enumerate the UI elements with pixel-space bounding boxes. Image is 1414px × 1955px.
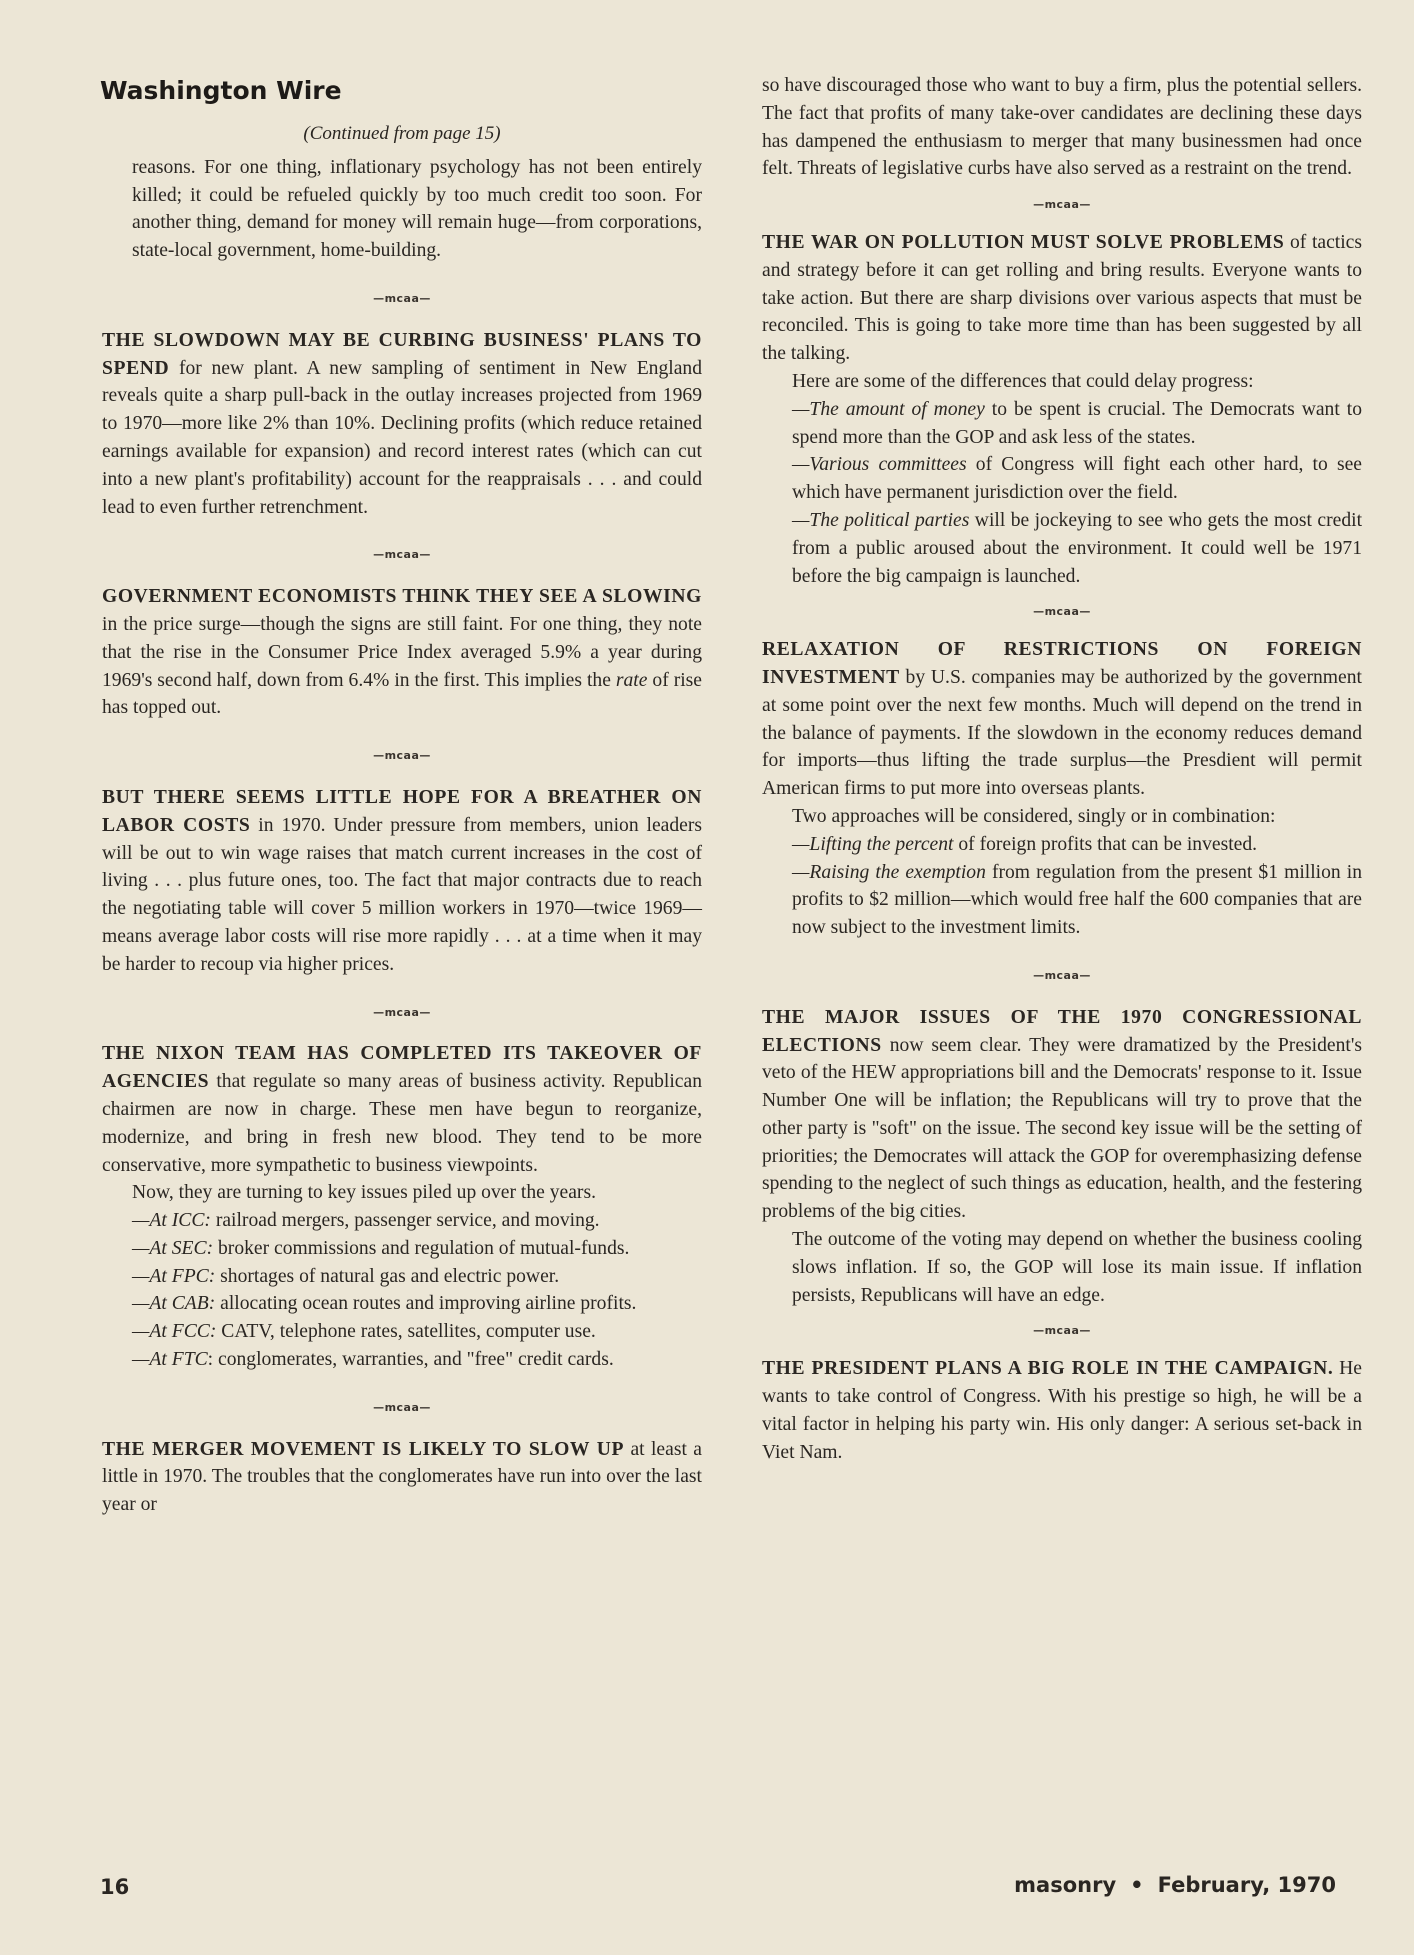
separator: —mcaa— — [373, 291, 431, 305]
item-elections — [762, 1004, 1362, 1226]
intro-paragraph: reasons. For one thing, inflationary psychology has not been entirely killed; it could be refueled quickly by too much credit too soon. For another thing, demand for money will remain huge—from corporations, state-local government, home-building. — [132, 156, 702, 262]
bullet-separator: • — [1130, 1873, 1144, 1897]
difference-label: —The amount of money — [792, 398, 985, 420]
sub-intro: Now, they are turning to key issues piled up over the years. — [132, 1182, 596, 1204]
item-body: in the price surge—though the signs are still faint. For one thing, they note that the rise in the Consumer Price Index averaged 5.9% a year during 1969's second half, down from 6.4% in the first. This implies the — [102, 613, 702, 691]
item-president — [762, 1355, 1362, 1466]
agency-text: allocating ocean routes and improving airline profits. — [215, 1293, 637, 1315]
approach-label: —Raising the exemption — [792, 861, 986, 883]
item-body: at least a little in 1970. The troubles that the conglomerates have run into over the last year or — [102, 1438, 702, 1516]
difference-label: —The political parties — [792, 509, 970, 531]
magazine-name: masonry — [1014, 1873, 1117, 1897]
agency-label: —At FTC — [132, 1349, 208, 1371]
difference-text: to be spent is crucial. The Democrats want to spend more than the GOP and ask less of the states. — [792, 398, 1362, 448]
item-pollution — [762, 229, 1362, 368]
column-heading: Washington Wire — [100, 76, 342, 105]
publication-line — [1014, 1873, 1336, 1897]
right-column — [762, 72, 1362, 1466]
item-body: of tactics and strategy before it can get rolling and bring results. Everyone wants to take action. But there are sharp divisions over various aspects that must be reconciled. This is going to take more time than has been suggested by all the talking. — [762, 231, 1362, 365]
item-merger — [102, 1436, 702, 1519]
agency-text: shortages of natural gas and electric power. — [215, 1265, 560, 1287]
approach-item — [762, 831, 1362, 859]
separator: —mcaa— — [1033, 198, 1091, 212]
separator: —mcaa— — [1033, 605, 1091, 619]
difference-text: will be jockeying to see who gets the most credit from a public aroused about the environment. It could well be 1971 before the big campaign is launched. — [792, 509, 1363, 587]
difference-text: of Congress will fight each other hard, to see which have permanent jurisdiction over the field. — [792, 454, 1362, 504]
item-body: that regulate so many areas of business activity. Republican chairmen are now in charge. These men have begun to reorganize, modernize, and bring in fresh new blood. They tend to be more conservative, more sympathetic to business viewpoints. — [102, 1071, 702, 1176]
approach-text: from regulation from the present $1 million in profits to $2 million—which would free half the 600 companies that are now subject to the investment limits. — [792, 861, 1363, 939]
agency-item — [102, 1290, 702, 1318]
agency-label: —At CAB: — [132, 1293, 216, 1315]
item-body: by U.S. companies may be authorized by the government at some point over the next few months. Much will depend on the trend in the balance of payments. If the slowdown in the economy reduces demand for imports—thus lifting the trade surplus—the Presdient will permit American firms to put more into overseas plants. — [762, 666, 1362, 800]
agency-label: —At FCC: — [132, 1321, 217, 1343]
separator: —mcaa— — [373, 749, 431, 763]
item-foreign-investment — [762, 636, 1362, 803]
item-lead: THE NIXON TEAM HAS COMPLETED ITS TAKEOVER OF AGENCIES — [102, 1043, 702, 1093]
item-body: of rise has topped out. — [102, 669, 702, 719]
approach-text: of foreign profits that can be invested. — [953, 833, 1258, 855]
agency-text: broker commissions and regulation of mutual-funds. — [213, 1237, 630, 1259]
difference-item — [762, 507, 1362, 590]
difference-label: —Various committees — [792, 454, 967, 476]
separator: —mcaa— — [373, 1400, 431, 1414]
sub-intro: Two approaches will be considered, singly or in combination: — [792, 805, 1276, 827]
agency-item — [102, 1263, 702, 1291]
difference-item — [762, 396, 1362, 452]
agency-item — [102, 1318, 702, 1346]
item-economists — [102, 583, 702, 722]
agency-text: CATV, telephone rates, satellites, computer use. — [216, 1321, 596, 1343]
item-lead: THE MERGER MOVEMENT IS LIKELY TO SLOW UP — [102, 1438, 625, 1460]
item-lead: RELAXATION OF RESTRICTIONS ON FOREIGN INVESTMENT — [762, 639, 1362, 688]
item-lead: GOVERNMENT ECONOMISTS THINK THEY SEE A SLOWING — [102, 586, 702, 608]
item-lead: BUT THERE SEEMS LITTLE HOPE FOR A BREATHER ON LABOR COSTS — [102, 786, 702, 836]
difference-item — [762, 451, 1362, 507]
item-lead: THE WAR ON POLLUTION MUST SOLVE PROBLEMS — [762, 231, 1285, 253]
separator: —mcaa— — [1033, 1324, 1091, 1338]
item-body: He wants to take control of Congress. With his prestige so high, he will be a vital factor in helping his party win. His only danger: A serious set-back in Viet Nam. — [762, 1358, 1362, 1463]
agency-item — [102, 1346, 702, 1374]
separator: —mcaa— — [373, 548, 431, 562]
follow-paragraph: The outcome of the voting may depend on whether the business cooling slows inflation. If so, the GOP will lose its main issue. If inflation persists, Republicans will have an edge. — [792, 1229, 1362, 1306]
item-emphasis: rate — [615, 669, 648, 691]
separator: —mcaa— — [373, 1005, 431, 1019]
left-column — [102, 120, 702, 1519]
continued-note: (Continued from page 15) — [303, 123, 501, 144]
agency-item — [102, 1207, 702, 1235]
page-number: 16 — [100, 1875, 130, 1899]
item-body: for new plant. A new sampling of sentiment in New England reveals quite a sharp pull-back in the outlay increases projected from 1969 to 1970—more like 2% than 10%. Declining profits (which reduce retained earnings available for expansion) and record interest rates (which can cut into a new plant's profitability) account for the reappraisals . . . and could lead to even further retrenchment. — [102, 357, 702, 518]
agency-label: —At FPC: — [132, 1265, 216, 1287]
issue-date: February, 1970 — [1157, 1873, 1336, 1897]
item-labor-costs — [102, 784, 702, 979]
item-body: now seem clear. They were dramatized by the President's veto of the HEW appropriations bill and the Democrats' response to it. Issue Number One will be inflation; the Republicans will try to prove that the other party is "soft" on the issue. The second key issue will be the setting of priorities; the Democrates will attack the GOP for overemphasizing defense spending to the neglect of such things as education, health, and the festering problems of the big cities. — [762, 1034, 1362, 1223]
agency-text: railroad mergers, passenger service, and moving. — [210, 1210, 600, 1232]
separator: —mcaa— — [1033, 968, 1091, 982]
merger-continued: so have discouraged those who want to buy a firm, plus the potential sellers. The fact that profits of many take-over candidates are declining these days has dampened the enthusiasm to merger that many businessmen had once felt. Threats of legislative curbs have also served as a restraint on the trend. — [762, 75, 1362, 180]
agency-label: —At SEC: — [132, 1237, 214, 1259]
item-lead: THE PRESIDENT PLANS A BIG ROLE IN THE CAMPAIGN. — [762, 1358, 1334, 1380]
agency-item — [102, 1235, 702, 1263]
item-nixon-team — [102, 1040, 702, 1179]
item-lead: THE MAJOR ISSUES OF THE 1970 CONGRESSIONAL ELECTIONS — [762, 1006, 1362, 1056]
item-lead: THE SLOWDOWN MAY BE CURBING BUSINESS' PLANS TO SPEND — [102, 329, 702, 379]
item-slowdown — [102, 327, 702, 522]
agency-text: : conglomerates, warranties, and "free" credit cards. — [207, 1349, 614, 1371]
approach-item — [762, 859, 1362, 942]
approach-label: —Lifting the percent — [792, 833, 954, 855]
item-body: in 1970. Under pressure from members, union leaders will be out to win wage raises that match current increases in the cost of living . . . plus future ones, too. The fact that major contracts due to reach the negotiating table will cover 5 million workers in 1970—twice 1969—means average labor costs will rise more rapidly . . . at a time when it may be harder to recoup via higher prices. — [102, 814, 702, 975]
agency-label: —At ICC: — [132, 1210, 211, 1232]
sub-intro: Here are some of the differences that could delay progress: — [792, 370, 1254, 392]
